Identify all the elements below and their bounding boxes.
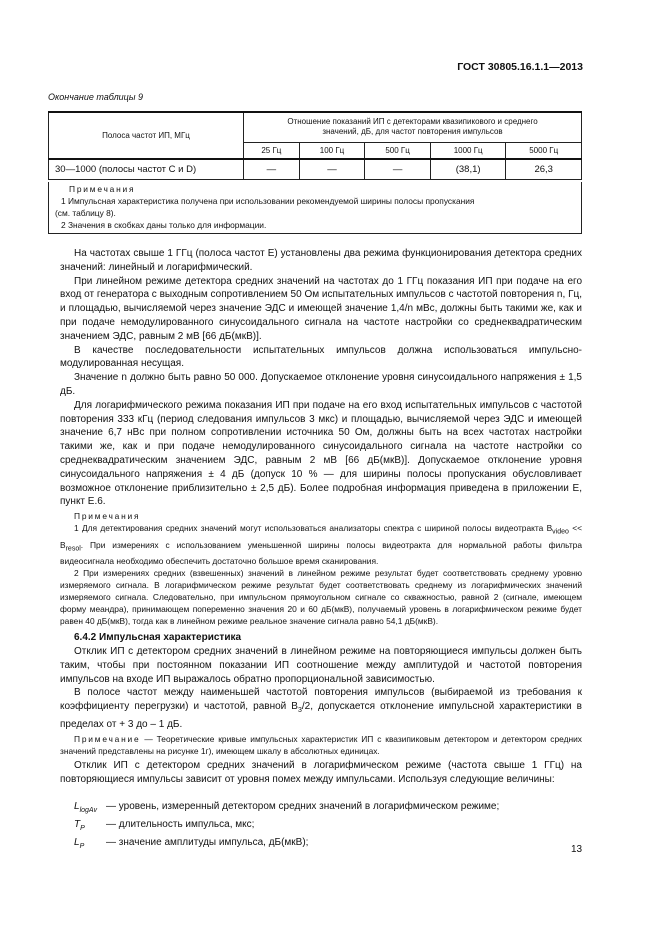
notes-block-2 xyxy=(60,510,582,627)
para-7 xyxy=(60,686,582,731)
val-5000: 26,3 xyxy=(506,159,582,179)
def-sub-1: P xyxy=(80,825,85,832)
def-sym-0: L xyxy=(74,801,80,812)
ratio-header-line1: Отношение показаний ИП с детекторами квазипикового и среднего xyxy=(287,117,538,127)
val-500: — xyxy=(365,159,431,179)
para-6: Отклик ИП с детектором средних значений в линейном режиме на повторяющиеся импульсы должен быть таким, чтобы при постоянном показании ИП соотношение между амплитудой и частотой повторения импульсов на входе ИП выражалось обратно пропорциональной зависимостью. xyxy=(60,646,582,685)
table-note-1a: 1 Импульсная характеристика получена при использовании рекомендуемой ширины полосы пропускания xyxy=(61,196,475,206)
ratio-header-line2: значений, дБ, для частот повторения импульсов xyxy=(322,127,503,137)
freq-1000: 1000 Гц xyxy=(430,142,506,159)
def-sub-0: logAv xyxy=(79,807,97,814)
val-100: — xyxy=(299,159,365,179)
note2-2: 2 При измерениях средних (взвешенных) значений в линейном режиме результат будет соответствовать среднему уровню измеряемого сигнала. В логарифмическом режиме результат будет соответствовать среднему из логарифмических значений измеряемого сигнала. Следовательно, при импульсном прямоугольном сигнале со скважностью, равной 2 (сигнале, имеющем форму меандра), принимающем попеременно значения 20 и 60 дБ(мкВ), получаемый уровень в логарифмическом режиме будет равен 40 дБ(мкВ), тогда как в линейном режиме реальное значение сигнала равно 54,1 дБ(мкВ). xyxy=(60,568,582,627)
para-8: Отклик ИП с детектором средних значений в логарифмическом режиме (частота свыше 1 ГГц) на повторяющиеся импульсы зависит от уровня помех между импульсами. Используя следующие величины: xyxy=(60,760,582,785)
definitions-list xyxy=(74,800,499,854)
freq-5000: 5000 Гц xyxy=(506,142,582,159)
table-note-2: 2 Значения в скобках даны только для информации. xyxy=(61,220,267,230)
notes2-title: Примечания xyxy=(74,511,141,521)
freq-500: 500 Гц xyxy=(365,142,431,159)
page-number: 13 xyxy=(571,844,583,855)
def-sym-1: T xyxy=(74,819,81,830)
val-1000: (38,1) xyxy=(430,159,506,179)
row-band: 30—1000 (полосы частот C и D) xyxy=(49,159,244,179)
para-3: В качестве последовательности испытательных импульсов должна использоваться импульсно-модулированная несущая. xyxy=(60,344,582,370)
standard-header: ГОСТ 30805.16.1.1—2013 xyxy=(457,61,583,73)
def-symbol xyxy=(74,800,106,818)
note-3 xyxy=(60,733,582,757)
def-text-2: — значение амплитуды импульса, дБ(мкВ); xyxy=(106,837,309,848)
para-7-sub: 3 xyxy=(297,707,302,715)
table-notes-title: Примечания xyxy=(69,184,136,194)
note3-title: Примечание xyxy=(74,734,141,744)
def-sub-2: P xyxy=(79,843,85,850)
def-text-1: — длительность импульса, мкс; xyxy=(106,819,255,830)
table-note-1b: (см. таблицу 8). xyxy=(55,208,116,218)
note2-1-pre: 1 Для детектирования средних значений могут использоваться анализаторы спектра с шириной полосы видеотракта B xyxy=(74,523,553,533)
note2-1-post: . При измерениях с использованием уменьшенной ширины полосы видеотракта для нормальной работы фильтра видеосигнала необходимо обеспечить достаточно большое время сканирования. xyxy=(60,539,582,567)
def-symbol xyxy=(74,818,106,836)
note2-1-sub1: video xyxy=(552,528,569,536)
ratio-table xyxy=(48,111,582,180)
band-header: Полоса частот ИП, МГц xyxy=(49,112,244,159)
note3-text: — Теоретические кривые импульсных характеристик ИП с квазипиковым детектором и детектором средних значений представлены на рисунке 1г), имеющем шкалу в абсолютных единицах. xyxy=(60,734,582,756)
para-7-post: /2, допускается отклонение импульсной характеристики в пределах от + 3 до – 1 дБ. xyxy=(60,701,582,730)
para-7-pre: В полосе частот между наименьшей частотой повторения импульсов (выбираемой из требования к коэффициенту перегрузки) и частотой, равной B xyxy=(60,687,582,713)
body-block-2 xyxy=(60,645,582,732)
para-1: На частотах свыше 1 ГГц (полоса частот Е) установлены два режима функционирования детектора средних значений: линейный и логарифмический. xyxy=(60,248,582,273)
definition-row xyxy=(74,836,499,854)
section-title: 6.4.2 Импульсная характеристика xyxy=(74,632,242,643)
note2-1 xyxy=(60,522,582,567)
para-2: При линейном режиме детектора средних значений на частотах до 1 ГГц показания ИП при подаче на его вход от генератора с выходным сопротивлением 50 Ом испытательных импульсов с частотой повторения n, Гц, и площадью, вычисляемой через значение ЭДС и имеющей значение 1,4/n мВс, должны быть такими же, как и при подаче немодулированного синусоидального сигнала на частоте настройки со среднеквадратическим значением ЭДС, равным 2 мВ [66 дБ(мкВ)]. xyxy=(60,275,582,342)
body-block-1 xyxy=(60,247,582,509)
freq-100: 100 Гц xyxy=(299,142,365,159)
body-block-3 xyxy=(60,759,582,787)
def-text-0: — уровень, измеренный детектором средних значений в логарифмическом режиме; xyxy=(106,801,500,812)
ratio-header xyxy=(244,112,582,142)
table-notes xyxy=(48,182,582,234)
para-5: Для логарифмического режима показания ИП при подаче на его вход испытательных импульсов с частотой повторения 333 кГц (период следования импульсов 3 мкс) и площадью, вычисляемой через ЭДС и имеющей значение 6,7 нВс при полном сопротивлении источника 50 Ом, должны быть на всех частотах настройки такими же, как и при подаче немодулированного синусоидального сигнала на частоте настройки со среднеквадратическим значением ЭДС, равным 2 мВ [66 дБ(мкВ)]. Допускаемое отклонение уровня синусоидального напряжения ± 4 дБ (допуск 10 % — для ширины полосы пропускания обусловливает возможное отклонение приблизительно ± 2,5 дБ). Более подробная информация приведена в приложении Е, пункт Е.6. xyxy=(60,399,582,508)
definition-row xyxy=(74,800,499,818)
definition-row xyxy=(74,818,499,836)
note2-1-mid: << B xyxy=(60,523,582,550)
val-25: — xyxy=(244,159,300,179)
def-symbol xyxy=(74,836,106,854)
freq-25: 25 Гц xyxy=(244,142,300,159)
table-caption: Окончание таблицы 9 xyxy=(48,92,143,102)
def-sym-2: L xyxy=(74,837,80,848)
para-4: Значение n должно быть равно 50 000. Допускаемое отклонение уровня синусоидального напряжения ± 1,5 дБ. xyxy=(60,372,582,397)
note2-1-sub2: resol xyxy=(65,545,81,553)
